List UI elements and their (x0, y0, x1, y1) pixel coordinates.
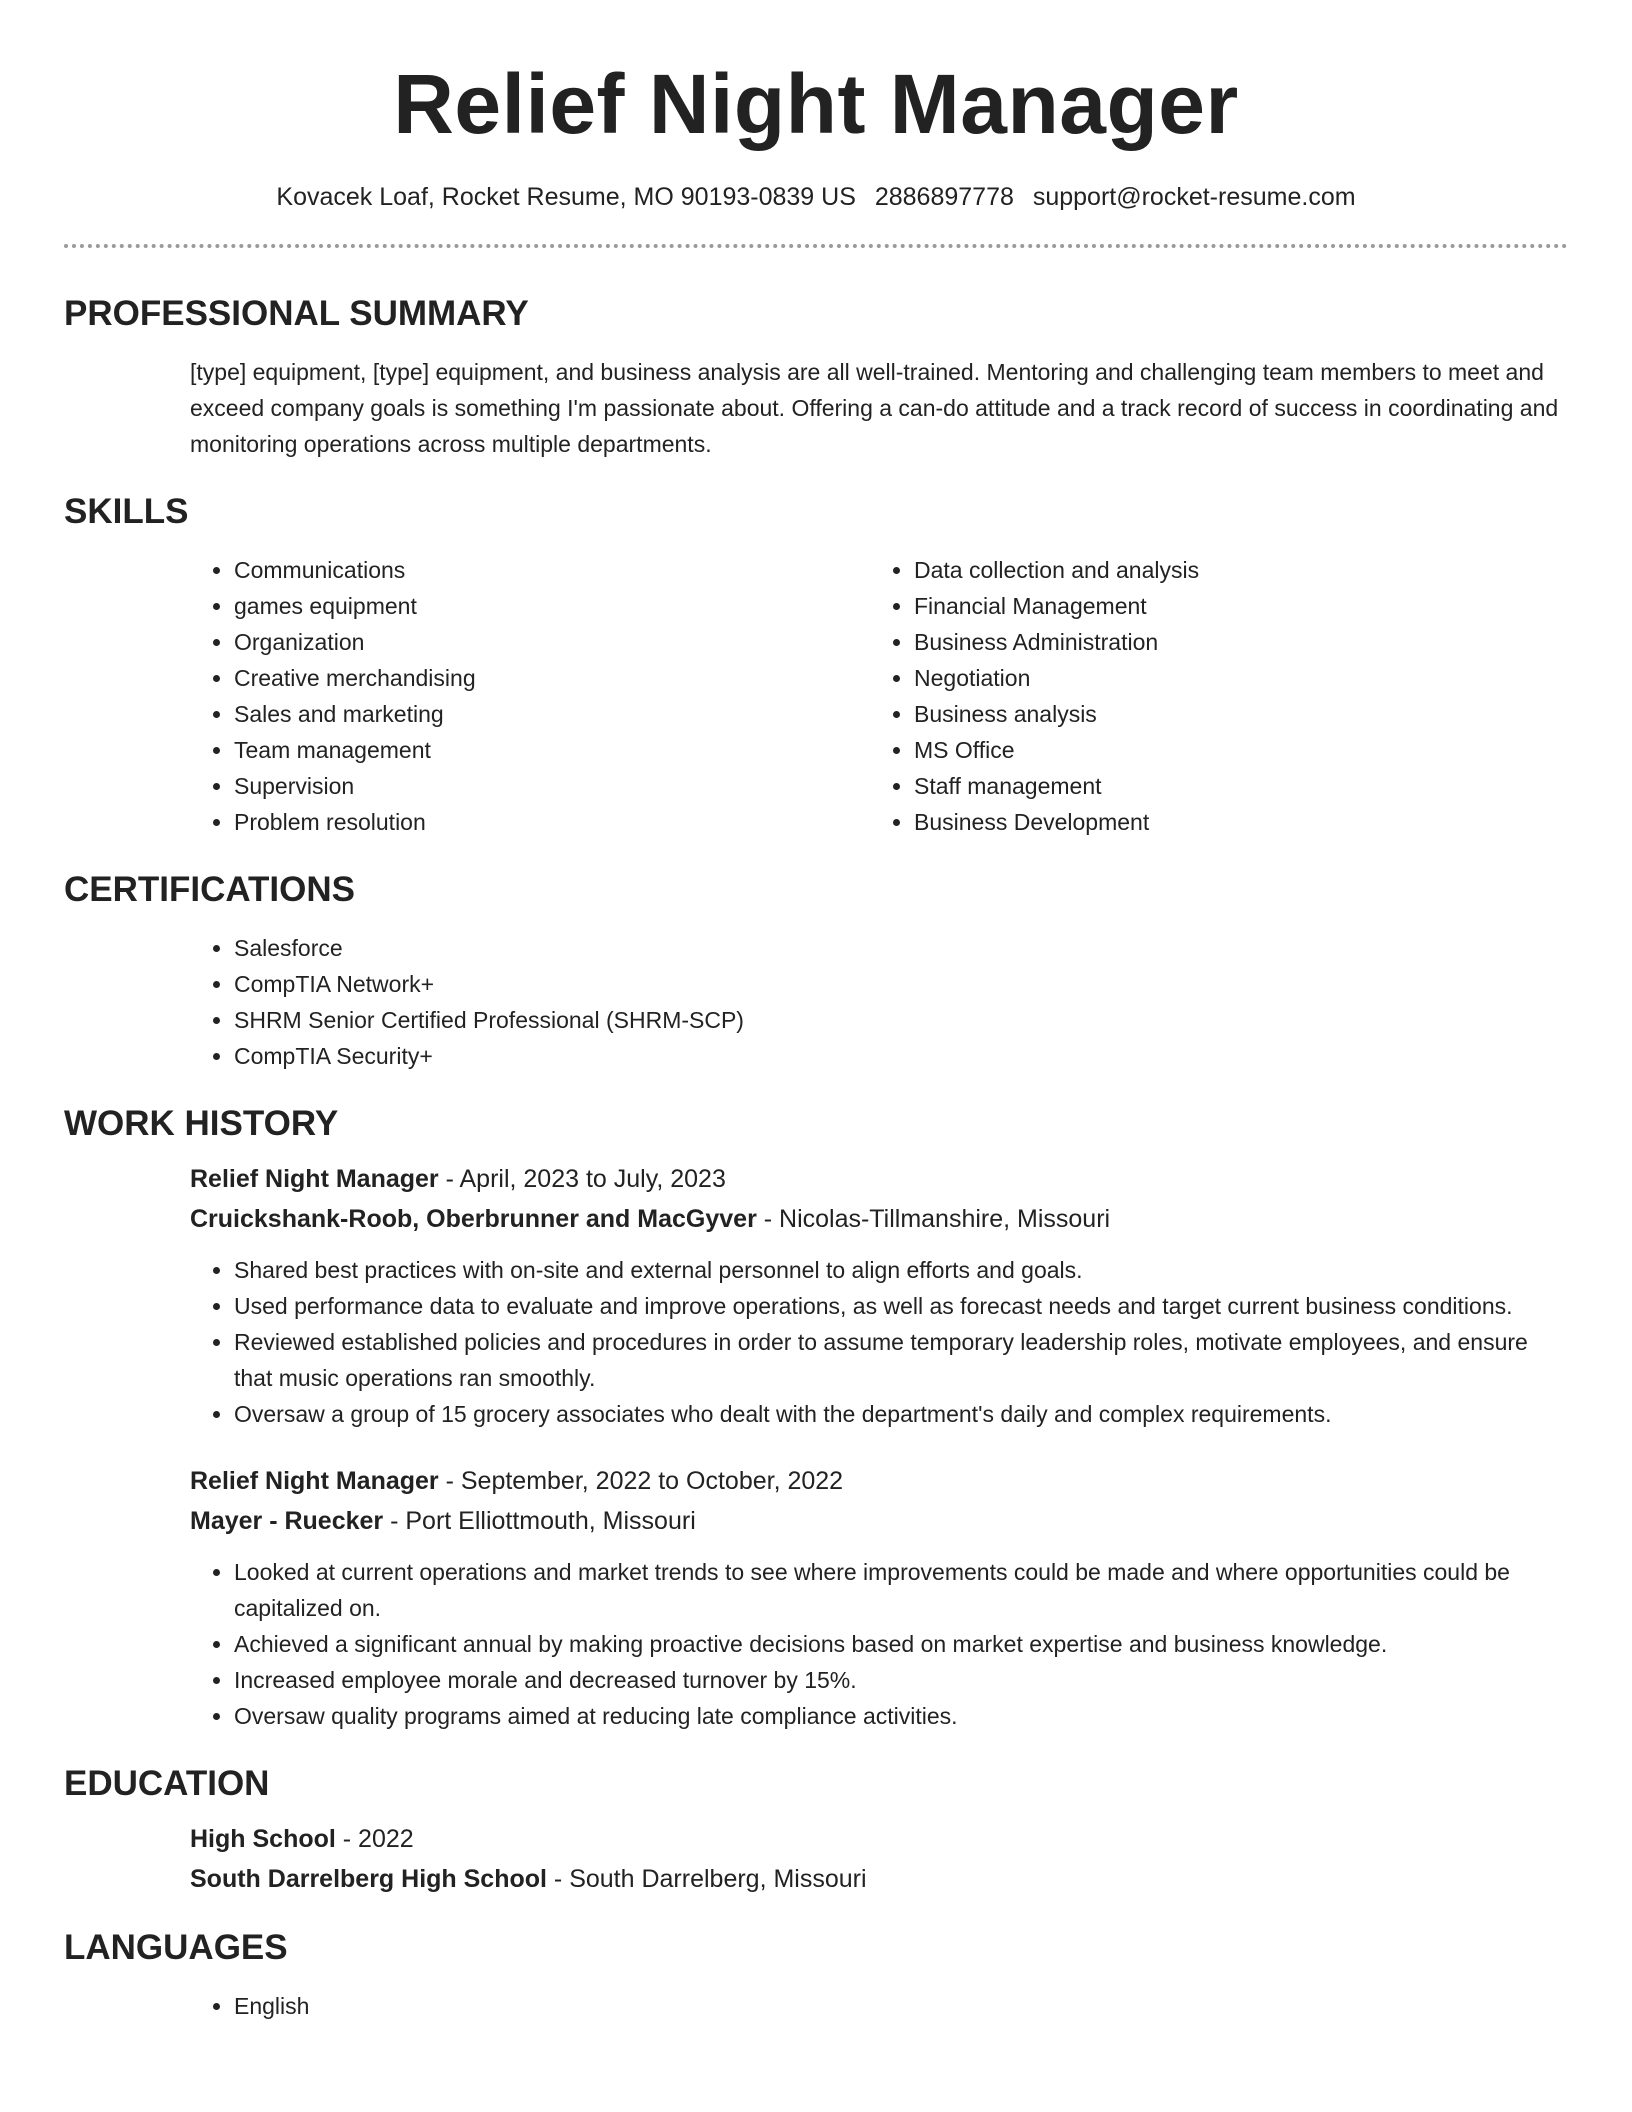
job-bullet: • Achieved a significant annual by making proactive decisions based on market expertise and business knowledge. (234, 1626, 1568, 1662)
languages-list (190, 1988, 1568, 2024)
job-bullets (190, 1554, 1568, 1734)
skill-item: • Financial Management (914, 588, 1550, 624)
contact-email: support@rocket-resume.com (1032, 183, 1356, 211)
job-entry (190, 1160, 1568, 1432)
certification-item: • Salesforce (234, 930, 1568, 966)
skill-item: • games equipment (234, 588, 870, 624)
skill-item: • Staff management (914, 768, 1550, 804)
skill-item: • Business analysis (914, 696, 1550, 732)
job-bullet: • Reviewed established policies and procedures in order to assume temporary leadership roles, motivate employees, and ensure that music operations ran smoothly. (234, 1324, 1568, 1396)
job-dates: - April, 2023 to July, 2023 (438, 1165, 726, 1193)
skill-item: • Negotiation (914, 660, 1550, 696)
job-role: Relief Night Manager (190, 1467, 439, 1495)
contact-phone: 2886897778 (874, 183, 1014, 211)
job-bullet: • Looked at current operations and market trends to see where improvements could be made and where opportunities could be capitalized on. (234, 1554, 1568, 1626)
work-history-section (64, 1102, 1568, 1734)
skill-item: • Sales and marketing (234, 696, 870, 732)
skill-item: • Communications (234, 552, 870, 588)
job-location: - Nicolas-Tillmanshire, Missouri (756, 1205, 1111, 1233)
job-bullet: • Increased employee morale and decreased turnover by 15%. (234, 1662, 1568, 1698)
job-title-line (190, 1462, 1568, 1500)
job-bullet: • Shared best practices with on-site and external personnel to align efforts and goals. (234, 1252, 1568, 1288)
job-company-line (190, 1502, 1568, 1540)
certifications-list (190, 930, 1568, 1074)
education-title: EDUCATION (64, 1764, 270, 1803)
skills-title: SKILLS (64, 492, 189, 531)
skill-item: • Business Administration (914, 624, 1550, 660)
education-degree: High School (190, 1825, 336, 1853)
contact-line (64, 180, 1568, 214)
certification-item: • CompTIA Network+ (234, 966, 1568, 1002)
job-entry (190, 1462, 1568, 1734)
job-bullet: • Oversaw quality programs aimed at reducing late compliance activities. (234, 1698, 1568, 1734)
header-divider (64, 244, 1568, 248)
education-body (64, 1820, 1568, 1898)
job-company: Cruickshank-Roob, Oberbrunner and MacGyver (190, 1205, 757, 1233)
certifications-body (64, 930, 1568, 1074)
education-location: - South Darrelberg, Missouri (546, 1865, 867, 1893)
job-company-line (190, 1200, 1568, 1238)
skill-item: • Problem resolution (234, 804, 870, 840)
job-title-line (190, 1160, 1568, 1198)
skills-column-right (870, 552, 1550, 840)
skills-column-left (190, 552, 870, 840)
skill-item: • Supervision (234, 768, 870, 804)
job-bullets (190, 1252, 1568, 1432)
work-history-title: WORK HISTORY (64, 1104, 339, 1143)
skill-item: • Business Development (914, 804, 1550, 840)
job-bullet: • Used performance data to evaluate and improve operations, as well as forecast needs and target current business conditions. (234, 1288, 1568, 1324)
education-section (64, 1762, 1568, 1898)
work-history-body (64, 1160, 1568, 1734)
languages-title: LANGUAGES (64, 1928, 288, 1967)
skill-item: • Organization (234, 624, 870, 660)
candidate-name: Relief Night Manager (393, 57, 1239, 151)
skill-item: • Creative merchandising (234, 660, 870, 696)
job-role: Relief Night Manager (190, 1165, 439, 1193)
languages-section (64, 1926, 1568, 2024)
job-bullet: • Oversaw a group of 15 grocery associates who dealt with the department's daily and complex requirements. (234, 1396, 1568, 1432)
skills-grid (64, 552, 1568, 840)
summary-text: [type] equipment, [type] equipment, and business analysis are all well-trained. Mentoring and challenging team members to meet and exceed company goals is something I'm passionate about. Offering a can-do attitude and a track record of success in coordinating and monitoring operations across multiple departments. (190, 359, 1559, 457)
languages-body (64, 1988, 1568, 2024)
skill-item: • Data collection and analysis (914, 552, 1550, 588)
skill-item: • Team management (234, 732, 870, 768)
education-school-line (190, 1860, 1568, 1898)
summary-title: PROFESSIONAL SUMMARY (64, 294, 529, 333)
certifications-title: CERTIFICATIONS (64, 870, 356, 909)
resume-header (64, 0, 1568, 214)
skills-list-left (190, 552, 870, 840)
skills-list-right (870, 552, 1550, 840)
education-year: - 2022 (335, 1825, 414, 1853)
education-school: South Darrelberg High School (190, 1865, 547, 1893)
contact-address: Kovacek Loaf, Rocket Resume, MO 90193-0839 US (276, 183, 856, 211)
job-dates: - September, 2022 to October, 2022 (438, 1467, 844, 1495)
education-degree-line (190, 1820, 1568, 1858)
skill-item: • MS Office (914, 732, 1550, 768)
summary-body (64, 354, 1568, 462)
certification-item: • CompTIA Security+ (234, 1038, 1568, 1074)
summary-section (64, 292, 1568, 462)
skills-section (64, 490, 1568, 840)
certifications-section (64, 868, 1568, 1074)
job-company: Mayer - Ruecker (190, 1507, 384, 1535)
job-location: - Port Elliottmouth, Missouri (383, 1507, 696, 1535)
language-item: • English (234, 1988, 1568, 2024)
certification-item: • SHRM Senior Certified Professional (SHRM-SCP) (234, 1002, 1568, 1038)
